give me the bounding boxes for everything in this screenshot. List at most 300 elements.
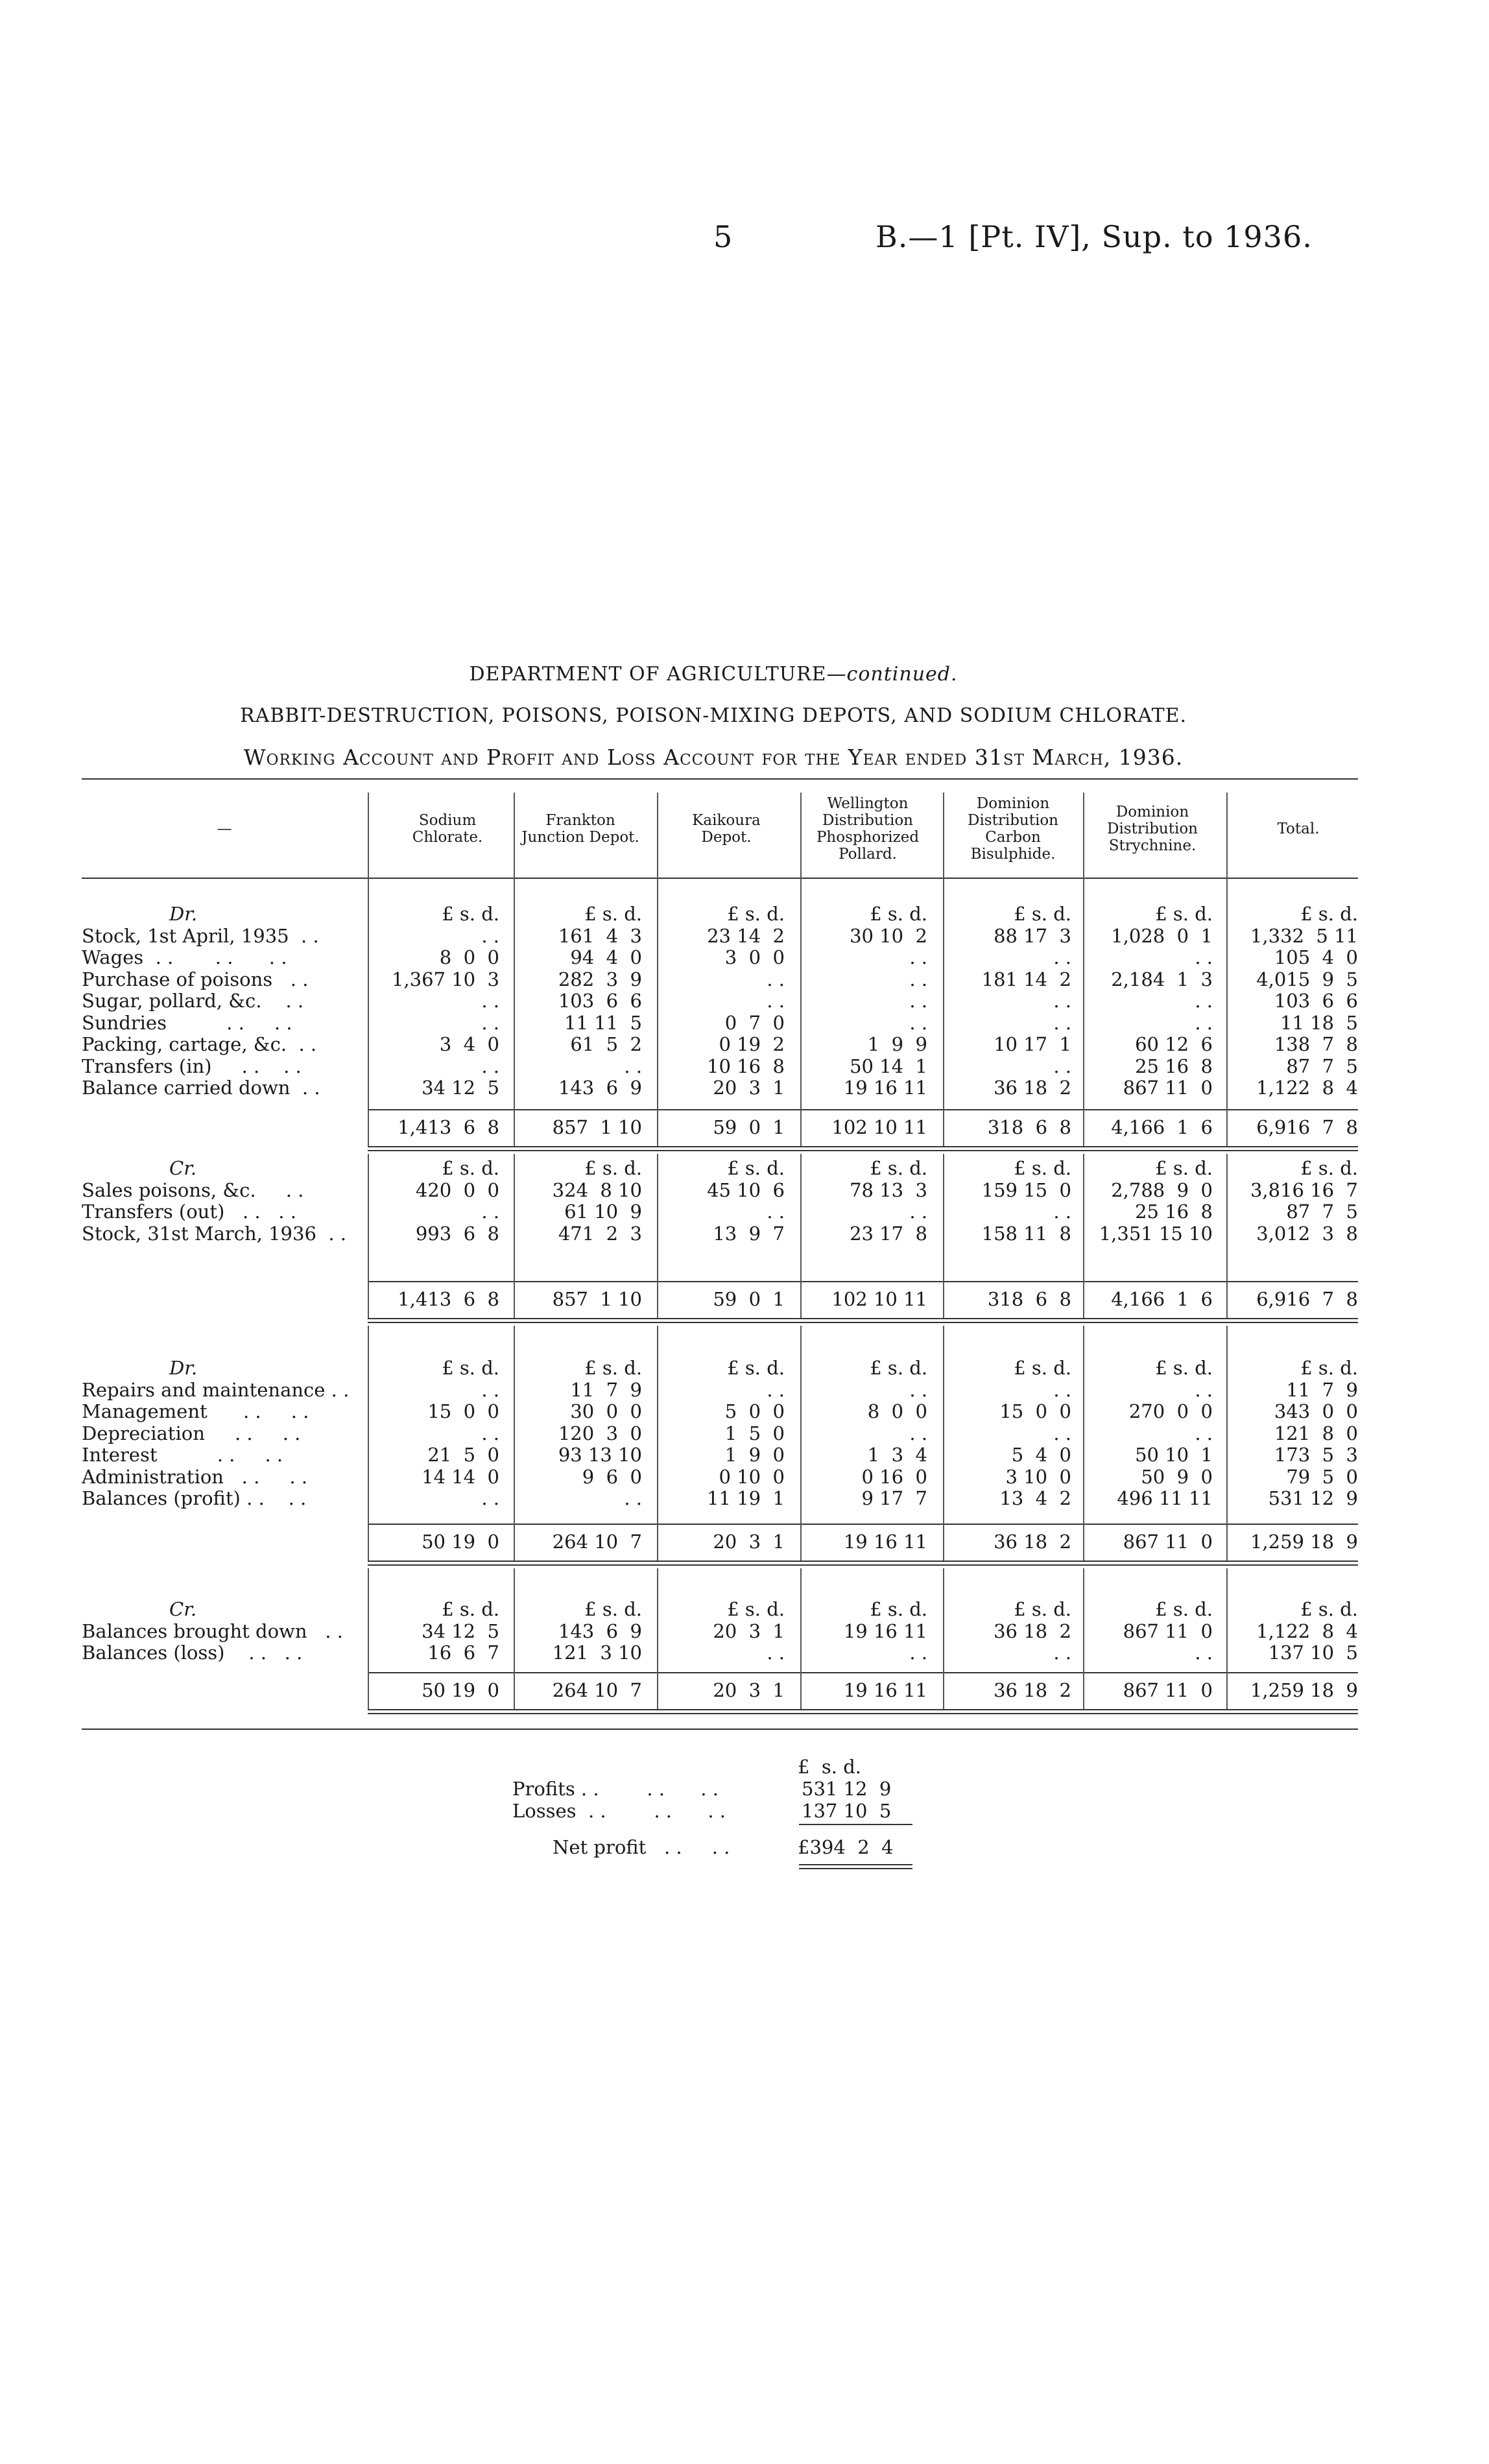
row-label: Management . . . . [82, 1400, 309, 1422]
value-cell: 23 17 8 [850, 1222, 927, 1245]
value-cell: 14 14 0 [422, 1465, 499, 1488]
value-column [1228, 903, 1358, 1099]
section-labels [82, 1358, 367, 1510]
column-divider [1226, 1154, 1228, 1318]
summary-value: 531 12 9 [802, 1778, 892, 1800]
header-divider [657, 793, 658, 878]
value-cell: . . [909, 1378, 927, 1401]
value-cell: 79 5 0 [1286, 1465, 1358, 1488]
value-cell: 15 0 0 [427, 1400, 499, 1422]
column-header-line: Wellington [827, 795, 909, 812]
column-header-line: Junction Depot. [521, 829, 639, 846]
value-column [942, 1158, 1071, 1245]
value-cell: 120 3 0 [558, 1422, 642, 1444]
document-code: B.—1 [Pt. IV], Sup. to 1936. [876, 219, 1313, 254]
header-divider [1083, 793, 1084, 878]
value-cell: 103 6 6 [1274, 990, 1358, 1012]
value-cell: 19 16 11 [843, 1620, 927, 1642]
value-cell: 11 7 9 [570, 1378, 642, 1401]
value-cell: 0 16 0 [861, 1465, 927, 1488]
currency-header: £ s. d. [727, 1598, 785, 1620]
value-cell: . . [481, 1011, 499, 1034]
total-bottom-rule [368, 1561, 1358, 1562]
value-cell: . . [909, 1422, 927, 1444]
value-cell: . . [1195, 1642, 1213, 1664]
value-cell: 471 2 3 [558, 1222, 642, 1245]
value-cell: . . [909, 946, 927, 968]
total-cell: 36 18 2 [994, 1531, 1071, 1553]
column-divider [943, 878, 944, 1146]
value-cell: . . [909, 1201, 927, 1223]
column-header-line: Distribution [1107, 820, 1198, 837]
summary-rule [799, 1824, 912, 1825]
value-column [942, 1599, 1071, 1664]
value-cell: 23 14 2 [707, 924, 785, 947]
value-cell: 270 0 0 [1128, 1400, 1213, 1422]
department-title-prefix: DEPARTMENT OF AGRICULTURE— [469, 663, 847, 686]
currency-header: £ s. d. [584, 903, 642, 925]
value-column [1083, 903, 1213, 1099]
value-cell: 9 6 0 [582, 1465, 642, 1488]
column-divider [368, 1326, 369, 1561]
net-double-rule [799, 1868, 912, 1869]
currency-header: £ s. d. [1014, 903, 1071, 925]
column-divider [1083, 1154, 1084, 1318]
value-cell: 1 5 0 [724, 1422, 785, 1444]
value-column [512, 1599, 642, 1664]
column-header [512, 812, 649, 846]
total-top-rule [368, 1524, 1358, 1525]
total-cell: 264 10 7 [552, 1531, 642, 1553]
value-cell: 0 19 2 [719, 1033, 785, 1055]
value-cell: 0 7 0 [724, 1011, 785, 1034]
value-cell: 1,122 8 4 [1256, 1077, 1358, 1099]
total-double-rule [368, 1322, 1358, 1323]
column-header-line: Carbon [985, 829, 1041, 846]
value-cell: 78 13 3 [850, 1178, 927, 1201]
value-column [370, 1358, 499, 1510]
value-cell: . . [767, 990, 785, 1012]
currency-header: £ s. d. [584, 1598, 642, 1620]
value-cell: . . [624, 1055, 642, 1077]
value-cell: 137 10 5 [1268, 1642, 1358, 1664]
column-header [1084, 804, 1221, 854]
currency-header: £ s. d. [442, 1157, 499, 1179]
value-cell: 21 5 0 [427, 1444, 499, 1466]
column-header [800, 795, 936, 863]
value-cell: 3,816 16 7 [1250, 1178, 1358, 1201]
value-cell: . . [1195, 990, 1213, 1012]
column-header-line: Dominion [976, 795, 1050, 812]
account-title: Working Account and Profit and Loss Account for the Year ended 31st March, 1936. [243, 745, 1184, 770]
column-header-line: Kaikoura [692, 812, 761, 829]
column-header-line: Phosphorized [816, 829, 920, 846]
value-column [512, 1358, 642, 1510]
value-cell: 34 12 5 [422, 1077, 499, 1099]
value-cell: 531 12 9 [1268, 1487, 1358, 1509]
row-label: Stock, 31st March, 1936 . . [82, 1222, 346, 1245]
value-cell: . . [481, 1055, 499, 1077]
value-cell: . . [481, 1487, 499, 1509]
value-cell: . . [1053, 1422, 1071, 1444]
currency-header: £ s. d. [584, 1357, 642, 1379]
total-cell: 4,166 1 6 [1111, 1116, 1213, 1138]
value-cell: 2,788 9 0 [1111, 1178, 1213, 1201]
column-divider [1083, 878, 1084, 1146]
value-cell: 5 0 0 [724, 1400, 785, 1422]
column-header-line: Sodium [418, 812, 477, 829]
total-cell: 102 10 11 [831, 1288, 927, 1310]
value-cell: 50 14 1 [850, 1055, 927, 1077]
value-column [798, 1158, 927, 1245]
cr-label: Cr. [169, 1158, 197, 1179]
total-bottom-rule [368, 1146, 1358, 1147]
page-number: 5 [713, 219, 733, 254]
value-column [1083, 1358, 1213, 1510]
currency-header: £ s. d. [1155, 1357, 1213, 1379]
value-cell: 105 4 0 [1274, 946, 1358, 968]
total-cell: 6,916 7 8 [1256, 1116, 1358, 1138]
row-label: Repairs and maintenance . . [82, 1378, 350, 1401]
value-column [512, 903, 642, 1099]
column-header-line: Total. [1277, 820, 1320, 837]
total-cell: 867 11 0 [1123, 1531, 1213, 1553]
column-header-line: Strychnine. [1108, 837, 1197, 854]
column-divider [1083, 1568, 1084, 1709]
column-divider [514, 1568, 515, 1709]
total-cell: 6,916 7 8 [1256, 1288, 1358, 1310]
value-cell: 10 17 1 [994, 1033, 1071, 1055]
row-label: Balance carried down . . [82, 1077, 320, 1099]
value-cell: 11 19 1 [707, 1487, 785, 1509]
header-divider [1226, 793, 1228, 878]
value-cell: 143 6 9 [558, 1620, 642, 1642]
column-divider [800, 878, 802, 1146]
value-cell: 61 5 2 [570, 1033, 642, 1055]
total-cell: 857 1 10 [552, 1288, 642, 1310]
total-cell: 867 11 0 [1123, 1679, 1213, 1701]
total-double-rule [368, 1713, 1358, 1714]
value-cell: 50 9 0 [1141, 1465, 1213, 1488]
total-cell: 1,413 6 8 [398, 1116, 499, 1138]
value-cell: . . [481, 1422, 499, 1444]
currency-header: £ s. d. [727, 903, 785, 925]
value-cell: 1,367 10 3 [391, 968, 499, 990]
value-cell: 282 3 9 [558, 968, 642, 990]
section-labels [82, 1599, 367, 1664]
total-cell: 318 6 8 [987, 1116, 1071, 1138]
total-cell: 20 3 1 [713, 1679, 785, 1701]
row-label: Stock, 1st April, 1935 . . [82, 924, 319, 947]
currency-header: £ s. d. [584, 1157, 642, 1179]
value-cell: 158 11 8 [981, 1222, 1071, 1245]
value-cell: . . [1053, 1201, 1071, 1223]
value-cell: 8 0 0 [867, 1400, 927, 1422]
column-divider [943, 1326, 944, 1561]
value-cell: 8 0 0 [439, 946, 499, 968]
dr-label: Dr. [169, 903, 198, 925]
currency-header: £ s. d. [442, 903, 499, 925]
currency-header: £ s. d. [1300, 903, 1358, 925]
column-divider [800, 1326, 802, 1561]
currency-header: £ s. d. [1014, 1357, 1071, 1379]
value-column [655, 903, 785, 1099]
total-cell: 50 19 0 [422, 1679, 499, 1701]
value-column [798, 1358, 927, 1510]
value-cell: 36 18 2 [994, 1620, 1071, 1642]
cr-label: Cr. [169, 1599, 197, 1620]
total-cell: 50 19 0 [422, 1531, 499, 1553]
value-cell: . . [767, 1201, 785, 1223]
column-header-line: Distribution [968, 812, 1058, 829]
value-cell: 3 4 0 [439, 1033, 499, 1055]
department-title-suffix: continued. [846, 663, 958, 686]
column-divider [368, 1154, 369, 1318]
row-label: Transfers (in) . . . . [82, 1055, 302, 1077]
row-label: Packing, cartage, &c. . . [82, 1033, 317, 1055]
column-divider [368, 878, 369, 1146]
column-divider [514, 1154, 515, 1318]
total-cell: 36 18 2 [994, 1679, 1071, 1701]
subtitle: RABBIT-DESTRUCTION, POISONS, POISON-MIXING DEPOTS, AND SODIUM CHLORATE. [239, 704, 1187, 727]
net-double-rule [799, 1864, 912, 1865]
value-cell: . . [1053, 946, 1071, 968]
section-labels [82, 903, 367, 1099]
column-header [945, 795, 1081, 863]
value-cell: 25 16 8 [1135, 1055, 1213, 1077]
column-divider [1226, 1568, 1228, 1709]
row-label: Balances brought down . . [82, 1620, 343, 1642]
blank-column-header: — [217, 820, 232, 837]
currency-header: £ s. d. [1300, 1157, 1358, 1179]
table-bottom-rule [82, 1728, 1358, 1730]
row-label: Sundries . . . . [82, 1011, 292, 1034]
currency-header: £ s. d. [442, 1357, 499, 1379]
row-label: Sales poisons, &c. . . [82, 1178, 304, 1201]
value-cell: 3 0 0 [724, 946, 785, 968]
currency-header: £ s. d. [870, 1357, 927, 1379]
summary-label: Profits . . . . . . [512, 1778, 719, 1800]
value-cell: . . [1053, 990, 1071, 1012]
value-cell: . . [1053, 1055, 1071, 1077]
total-double-rule [368, 1564, 1358, 1566]
value-cell: 5 4 0 [1011, 1444, 1071, 1466]
value-cell: . . [481, 924, 499, 947]
value-column [942, 1358, 1071, 1510]
total-cell: 857 1 10 [552, 1116, 642, 1138]
total-bottom-rule [368, 1709, 1358, 1710]
value-column [655, 1599, 785, 1664]
column-divider [657, 1154, 658, 1318]
row-label: Transfers (out) . . . . [82, 1201, 296, 1223]
value-cell: 11 11 5 [564, 1011, 642, 1034]
value-cell: . . [1195, 946, 1213, 968]
value-cell: 30 10 2 [850, 924, 927, 947]
value-cell: 45 10 6 [707, 1178, 785, 1201]
value-cell: . . [767, 1378, 785, 1401]
row-label: Balances (loss) . . . . [82, 1642, 303, 1664]
value-column [655, 1158, 785, 1245]
total-cell: 1,259 18 9 [1250, 1531, 1358, 1553]
value-cell: 138 7 8 [1274, 1033, 1358, 1055]
column-divider [1083, 1326, 1084, 1561]
row-label: Interest . . . . [82, 1444, 283, 1466]
currency-header: £ s. d. [1300, 1357, 1358, 1379]
column-header [379, 812, 516, 846]
value-column [1083, 1158, 1213, 1245]
column-header [658, 812, 794, 846]
value-cell: . . [1195, 1422, 1213, 1444]
total-cell: 4,166 1 6 [1111, 1288, 1213, 1310]
value-cell: 0 10 0 [719, 1465, 785, 1488]
summary-label: Losses . . . . . . [512, 1800, 726, 1822]
value-cell: 496 11 11 [1117, 1487, 1213, 1509]
value-cell: 25 16 8 [1135, 1201, 1213, 1223]
value-cell: . . [1053, 1378, 1071, 1401]
value-cell: . . [1053, 1011, 1071, 1034]
column-header-line: Pollard. [839, 846, 897, 863]
value-column [1228, 1158, 1358, 1245]
value-cell: 1,028 0 1 [1111, 924, 1213, 947]
currency-header: £ s. d. [727, 1157, 785, 1179]
column-divider [943, 1154, 944, 1318]
value-cell: 1 9 9 [867, 1033, 927, 1055]
column-header-line: Dominion [1115, 804, 1189, 820]
value-cell: 1 3 4 [867, 1444, 927, 1466]
total-cell: 102 10 11 [831, 1116, 927, 1138]
value-cell: 1,122 8 4 [1256, 1620, 1358, 1642]
currency-header: £ s. d. [870, 903, 927, 925]
currency-header: £ s. d. [1155, 1157, 1213, 1179]
value-cell: 143 6 9 [558, 1077, 642, 1099]
value-cell: 50 10 1 [1135, 1444, 1213, 1466]
net-profit-label: Net profit . . . . [553, 1836, 730, 1858]
value-cell: 87 7 5 [1286, 1055, 1358, 1077]
section-labels [82, 1158, 367, 1245]
value-cell: 181 14 2 [981, 968, 1071, 990]
value-cell: 1,332 5 11 [1250, 924, 1358, 947]
value-cell: . . [481, 1378, 499, 1401]
value-cell: . . [481, 990, 499, 1012]
column-divider [514, 878, 515, 1146]
value-cell: 867 11 0 [1123, 1077, 1213, 1099]
value-column [512, 1158, 642, 1245]
currency-header: £ s. d. [1014, 1598, 1071, 1620]
column-header [1230, 820, 1366, 837]
currency-header: £ s. d. [870, 1157, 927, 1179]
value-cell: 93 13 10 [558, 1444, 642, 1466]
value-cell: 343 0 0 [1274, 1400, 1358, 1422]
column-header-line: Frankton [545, 812, 615, 829]
column-divider [657, 1568, 658, 1709]
value-column [1228, 1599, 1358, 1664]
value-cell: 3,012 3 8 [1256, 1222, 1358, 1245]
value-cell: 16 6 7 [427, 1642, 499, 1664]
value-cell: 15 0 0 [999, 1400, 1071, 1422]
row-label: Depreciation . . . . [82, 1422, 301, 1444]
value-column [1228, 1358, 1358, 1510]
value-cell: 1 9 0 [724, 1444, 785, 1466]
table-top-rule [82, 778, 1358, 780]
value-cell: . . [1053, 1642, 1071, 1664]
row-label: Purchase of poisons . . [82, 968, 309, 990]
value-cell: 30 0 0 [570, 1400, 642, 1422]
value-cell: 36 18 2 [994, 1077, 1071, 1099]
column-header-line: Chlorate. [412, 829, 483, 846]
total-cell: 318 6 8 [987, 1288, 1071, 1310]
column-divider [368, 1568, 369, 1709]
column-divider [1226, 878, 1228, 1146]
value-cell: 161 4 3 [558, 924, 642, 947]
value-cell: 4,015 9 5 [1256, 968, 1358, 990]
header-divider [368, 793, 369, 878]
total-double-rule [368, 1150, 1358, 1151]
currency-header: £ s. d. [727, 1357, 785, 1379]
column-divider [1226, 1326, 1228, 1561]
column-header-line: Bisulphide. [970, 846, 1056, 863]
value-cell: 61 10 9 [564, 1201, 642, 1223]
value-cell: 60 12 6 [1135, 1033, 1213, 1055]
value-cell: 3 10 0 [1005, 1465, 1071, 1488]
value-cell: . . [909, 968, 927, 990]
value-cell: 20 3 1 [713, 1077, 785, 1099]
column-divider [514, 1326, 515, 1561]
value-cell: 13 9 7 [713, 1222, 785, 1245]
total-top-rule [368, 1672, 1358, 1673]
value-cell: 103 6 6 [558, 990, 642, 1012]
column-divider [800, 1568, 802, 1709]
row-label: Balances (profit) . . . . [82, 1487, 307, 1509]
column-divider [657, 878, 658, 1146]
value-cell: 20 3 1 [713, 1620, 785, 1642]
header-divider [800, 793, 802, 878]
value-column [370, 903, 499, 1099]
dr-label: Dr. [169, 1358, 198, 1379]
value-cell: 11 18 5 [1280, 1011, 1358, 1034]
value-cell: . . [909, 1642, 927, 1664]
net-profit-value: £394 2 4 [798, 1836, 894, 1858]
value-cell: . . [1195, 1011, 1213, 1034]
total-cell: 19 16 11 [843, 1679, 927, 1701]
value-cell: . . [481, 1201, 499, 1223]
value-column [655, 1358, 785, 1510]
value-cell: . . [909, 990, 927, 1012]
value-cell: 10 16 8 [707, 1055, 785, 1077]
value-cell: 121 8 0 [1274, 1422, 1358, 1444]
summary-currency-header: £ s. d. [798, 1756, 861, 1778]
value-cell: 88 17 3 [994, 924, 1071, 947]
value-column [798, 1599, 927, 1664]
value-cell: . . [1195, 1378, 1213, 1401]
value-cell: 11 7 9 [1286, 1378, 1358, 1401]
value-cell: 9 17 7 [861, 1487, 927, 1509]
currency-header: £ s. d. [1155, 903, 1213, 925]
total-top-rule [368, 1109, 1358, 1110]
total-cell: 59 0 1 [713, 1116, 785, 1138]
value-column [370, 1599, 499, 1664]
value-cell: 87 7 5 [1286, 1201, 1358, 1223]
column-divider [943, 1568, 944, 1709]
currency-header: £ s. d. [1014, 1157, 1071, 1179]
total-cell: 59 0 1 [713, 1288, 785, 1310]
header-divider [943, 793, 944, 878]
total-bottom-rule [368, 1318, 1358, 1319]
value-cell: 1,351 15 10 [1099, 1222, 1213, 1245]
value-cell: . . [767, 968, 785, 990]
value-column [370, 1158, 499, 1245]
value-cell: . . [767, 1642, 785, 1664]
value-cell: 867 11 0 [1123, 1620, 1213, 1642]
